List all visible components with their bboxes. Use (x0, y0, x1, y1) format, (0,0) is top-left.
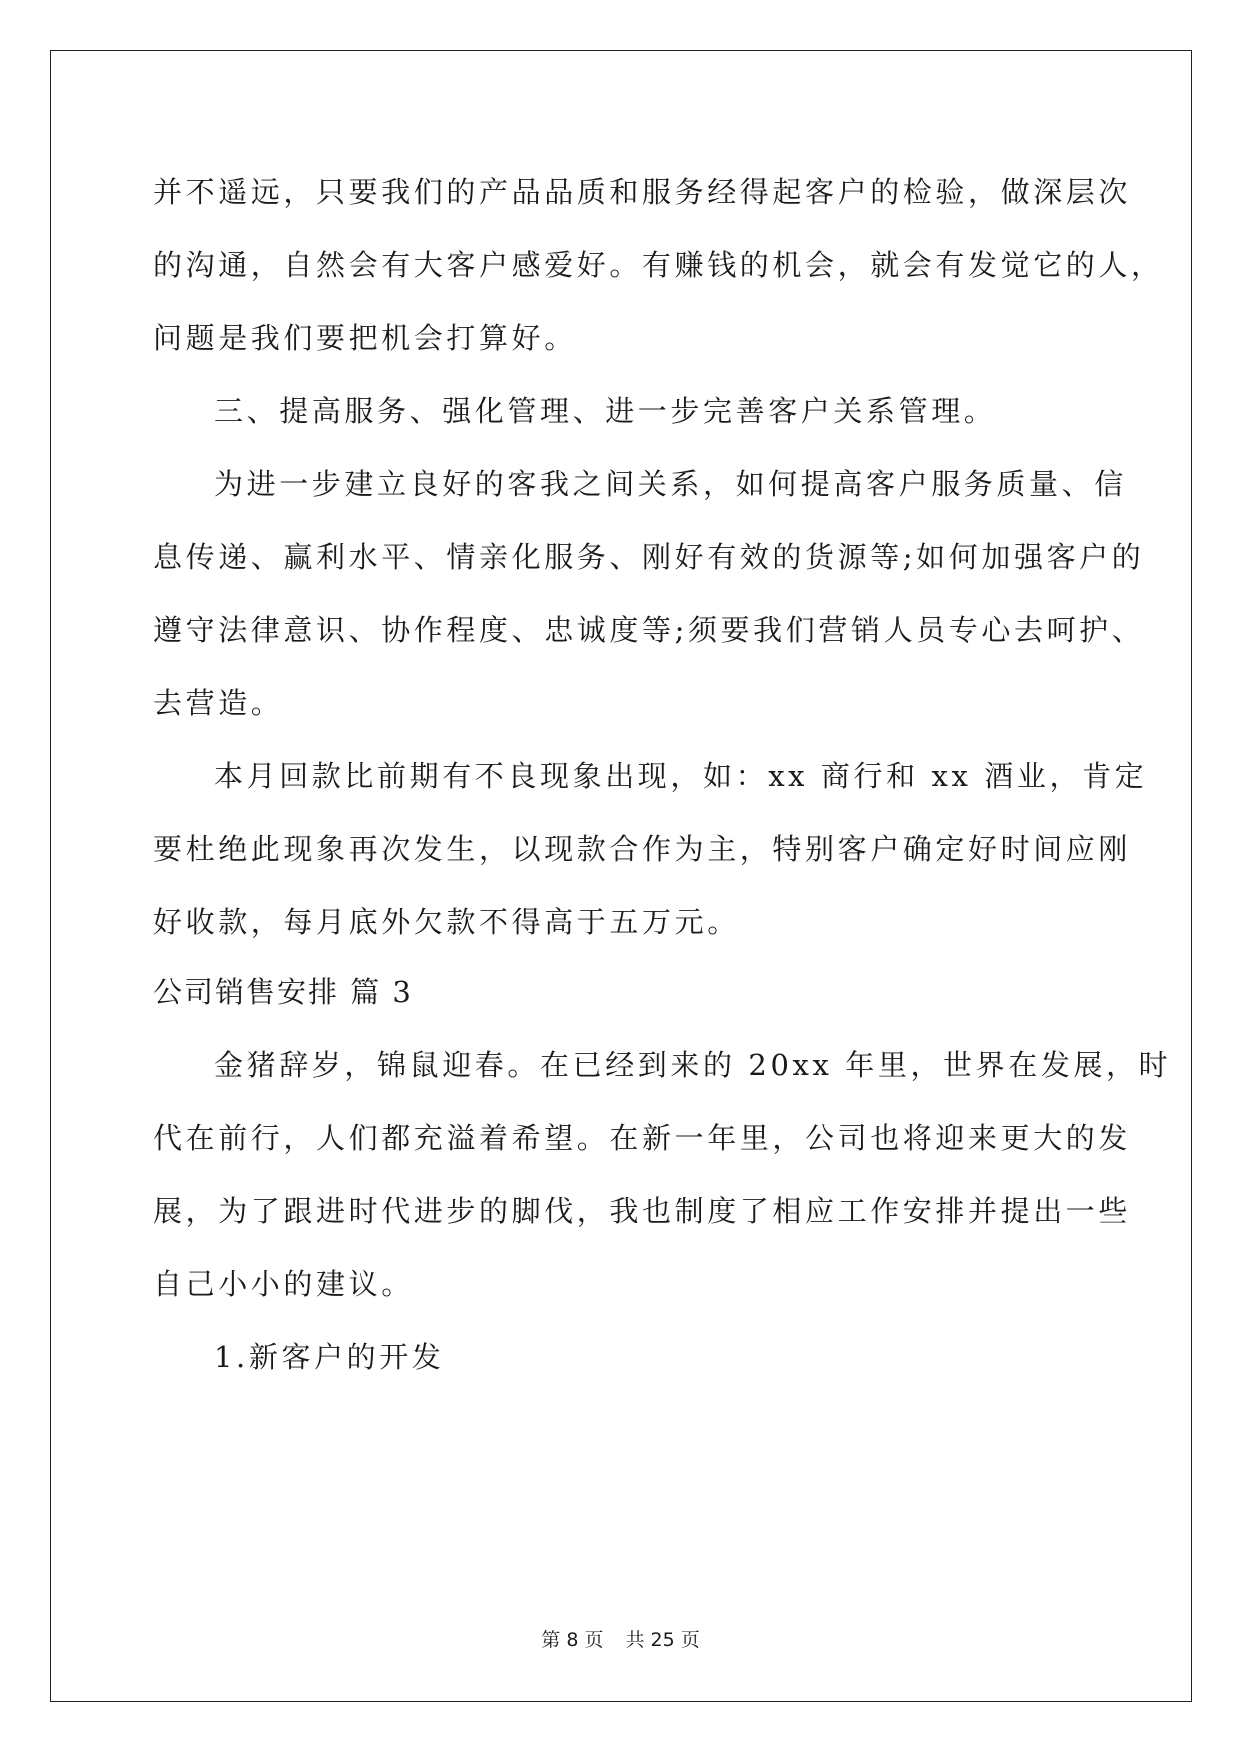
paragraph-line: 去营造。 (153, 686, 284, 720)
paragraph-line: 并不遥远，只要我们的产品品质和服务经得起客户的检验，做深层次 (153, 175, 1132, 209)
paragraph-line: 遵守法律意识、协作程度、忠诚度等;须要我们营销人员专心去呵护、 (153, 613, 1145, 647)
paragraph-line: 代在前行，人们都充溢着希望。在新一年里，公司也将迎来更大的发 (153, 1121, 1132, 1155)
page-total: 共 25 页 (625, 1629, 700, 1651)
list-item-heading: 1.新客户的开发 (214, 1340, 445, 1374)
paragraph-line: 问题是我们要把机会打算好。 (153, 321, 577, 355)
paragraph-line: 的沟通，自然会有大客户感爱好。有赚钱的机会，就会有发觉它的人， (153, 248, 1164, 282)
page-border (50, 50, 1192, 1702)
paragraph-line: 本月回款比前期有不良现象出现，如：xx 商行和 xx 酒业，肯定 (214, 759, 1148, 793)
paragraph-line: 要杜绝此现象再次发生，以现款合作为主，特别客户确定好时间应刚 (153, 832, 1132, 866)
paragraph-line: 展，为了跟进时代进步的脚伐，我也制度了相应工作安排并提出一些 (153, 1194, 1132, 1228)
paragraph-line: 金猪辞岁，锦鼠迎春。在已经到来的 20xx 年里，世界在发展，时 (214, 1048, 1172, 1082)
page-footer (0, 1628, 1241, 1652)
paragraph-line: 息传递、赢利水平、情亲化服务、刚好有效的货源等;如何加强客户的 (153, 540, 1145, 574)
paragraph-line: 好收款，每月底外欠款不得高于五万元。 (153, 905, 740, 939)
paragraph-line: 自己小小的建议。 (153, 1267, 414, 1301)
paragraph-line: 为进一步建立良好的客我之间关系，如何提高客户服务质量、信 (214, 467, 1127, 501)
page-number: 第 8 页 (541, 1629, 604, 1651)
section-heading: 三、提高服务、强化管理、进一步完善客户关系管理。 (214, 394, 997, 428)
article-heading: 公司销售安排 篇 3 (153, 975, 413, 1009)
